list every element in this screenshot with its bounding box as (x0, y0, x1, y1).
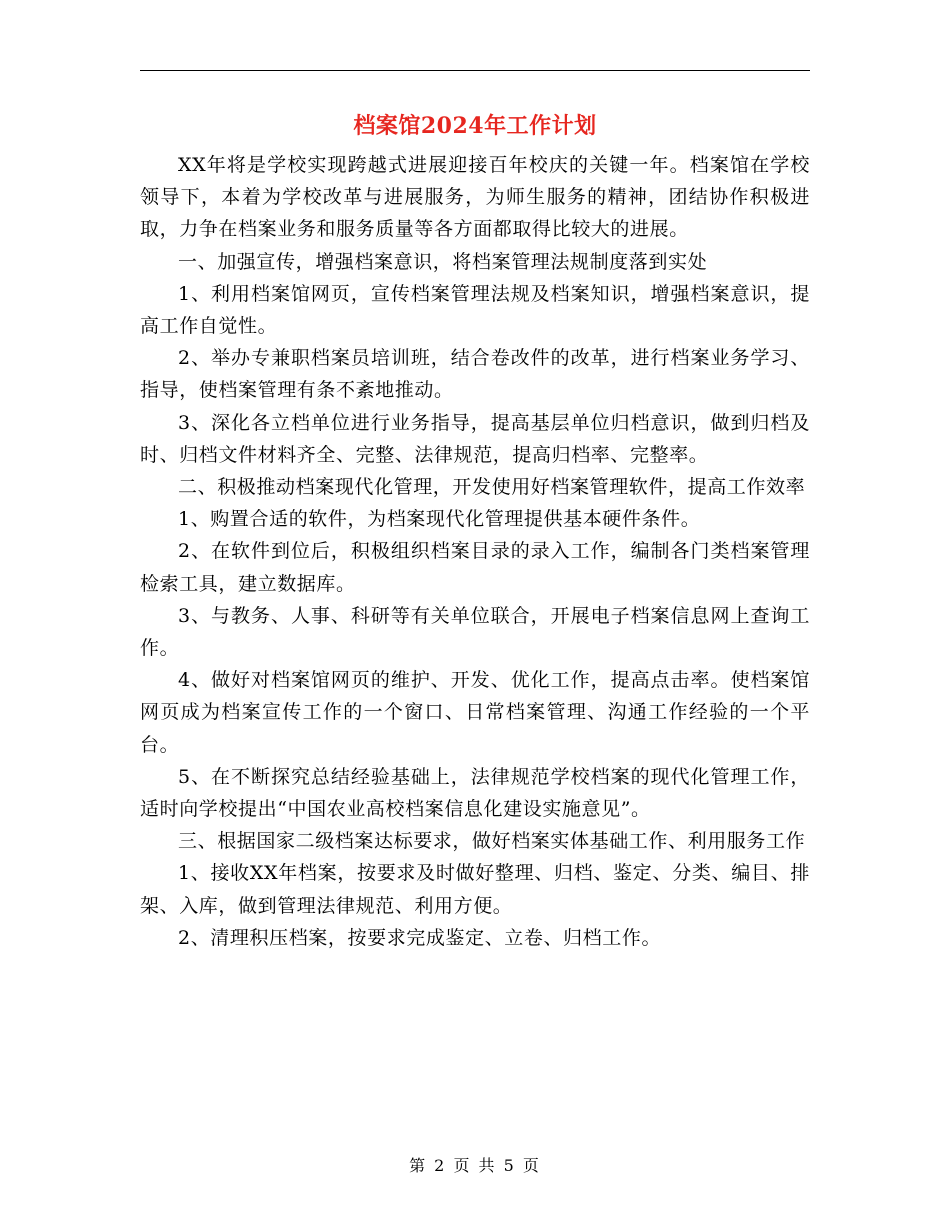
paragraph-item: 2、清理积压档案，按要求完成鉴定、立卷、归档工作。 (178, 926, 662, 949)
paragraph-item: 1、接收XX年档案，按要求及时做好整理、归档、鉴定、分类、编目、排架、入库，做到管理法律规范、利用方便。 (140, 862, 810, 917)
section-heading-1: 一、加强宣传，增强档案意识，将档案管理法规制度落到实处 (178, 250, 708, 273)
paragraph-item: 4、做好对档案馆网页的维护、开发、优化工作，提高点击率。使档案馆网页成为档案宣传工作的一个窗口、日常档案管理、沟通工作经验的一个平台。 (140, 669, 810, 756)
section-heading-2: 二、积极推动档案现代化管理，开发使用好档案管理软件，提高工作效率 (178, 476, 806, 499)
paragraph-intro: XX年将是学校实现跨越式进展迎接百年校庆的关键一年。档案馆在学校领导下，本着为学校改革与进展服务，为师生服务的精神，团结协作积极进取，力争在档案业务和服务质量等各方面都取得比较大的进展。 (140, 154, 810, 241)
paragraph-item: 5、在不断探究总结经验基础上，法律规范学校档案的现代化管理工作，适时向学校提出“中国农业高校档案信息化建设实施意见”。 (140, 765, 810, 821)
paragraph-item: 1、购置合适的软件，为档案现代化管理提供基本硬件条件。 (178, 508, 701, 531)
paragraph-item: 3、深化各立档单位进行业务指导，提高基层单位归档意识，做到归档及时、归档文件材料齐全、完整、法律规范，提高归档率、完整率。 (140, 411, 810, 466)
paragraph-item: 2、在软件到位后，积极组织档案目录的录入工作，编制各门类档案管理检索工具，建立数据库。 (140, 540, 810, 595)
header-rule (140, 70, 810, 71)
paragraph-item: 1、利用档案馆网页，宣传档案管理法规及档案知识，增强档案意识，提高工作自觉性。 (140, 282, 810, 338)
page-title: 档案馆2024年工作计划 (353, 113, 597, 139)
page-number-footer: 第 2 页 共 5 页 (409, 1156, 541, 1175)
paragraph-item: 3、与教务、人事、科研等有关单位联合，开展电子档案信息网上查询工作。 (140, 604, 810, 660)
section-heading-3: 三、根据国家二级档案达标要求，做好档案实体基础工作、利用服务工作 (178, 830, 806, 853)
document-body (140, 149, 810, 954)
paragraph-item: 2、举办专兼职档案员培训班，结合卷改件的改革，进行档案业务学习、指导，使档案管理有条不紊地推动。 (140, 347, 810, 402)
